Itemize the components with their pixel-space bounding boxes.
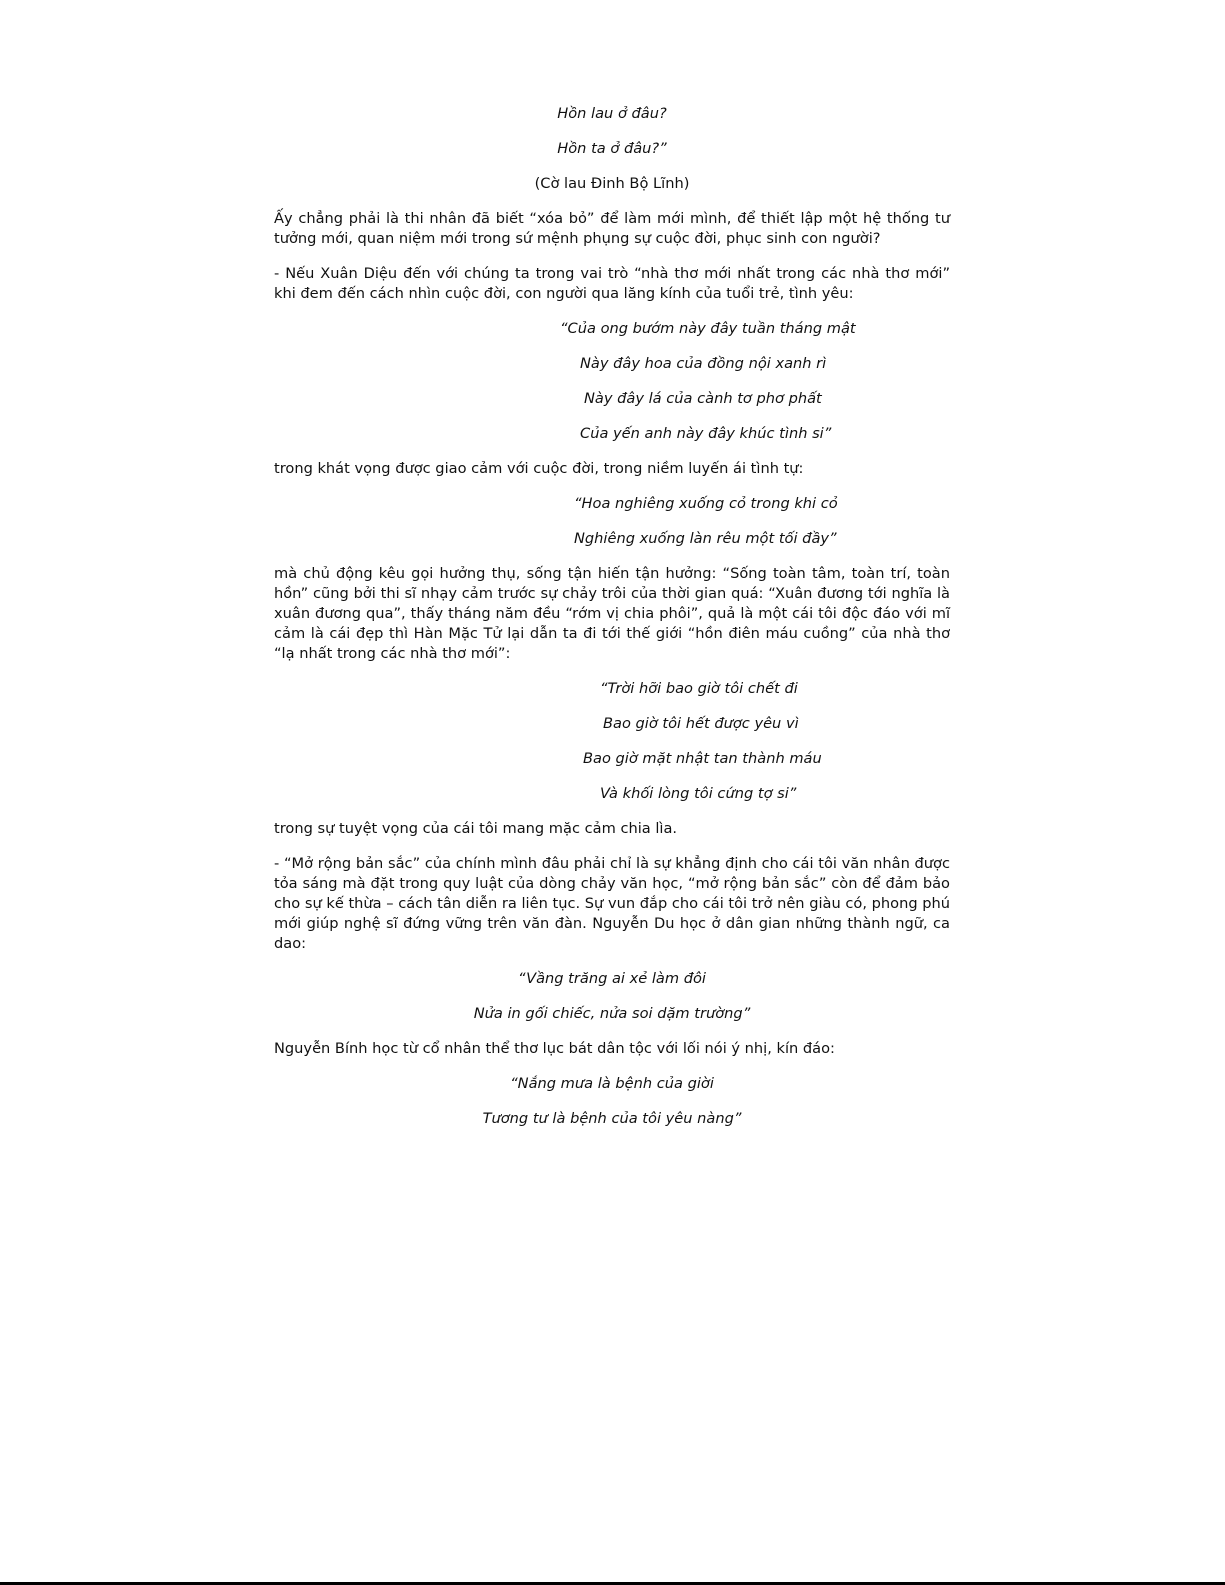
document-body — [274, 104, 950, 1144]
verse-line: Nghiêng xuống làn rêu một tối đầy” — [574, 530, 837, 547]
verse-line: Hồn ta ở đâu?” — [557, 140, 667, 157]
paragraph: Ấy chẳng phải là thi nhân đã biết “xóa bỏ” để làm mới mình, để thiết lập một hệ thống tư tưởng mới, quan niệm mới trong sứ mệnh phụng sự cuộc đời, phục sinh con người? — [274, 210, 950, 247]
citation: (Cờ lau Đinh Bộ Lĩnh) — [534, 175, 690, 192]
verse-line: Và khối lòng tôi cứng tợ si” — [600, 785, 797, 802]
verse-line: “Của ong bướm này đây tuần tháng mật — [560, 320, 856, 337]
paragraph: trong sự tuyệt vọng của cái tôi mang mặc cảm chia lìa. — [274, 820, 678, 837]
paragraph: - Nếu Xuân Diệu đến với chúng ta trong vai trò “nhà thơ mới nhất trong các nhà thơ mới” khi đem đến cách nhìn cuộc đời, con người qua lăng kính của tuổi trẻ, tình yêu: — [274, 265, 950, 302]
verse-line: “Hoa nghiêng xuống cỏ trong khi cỏ — [574, 495, 838, 512]
paragraph: trong khát vọng được giao cảm với cuộc đời, trong niềm luyến ái tình tự: — [274, 460, 804, 477]
paragraph: mà chủ động kêu gọi hưởng thụ, sống tận hiến tận hưởng: “Sống toàn tâm, toàn trí, toàn hồn” cũng bởi thi sĩ nhạy cảm trước sự chảy trôi của thời gian quá: “Xuân đương tới nghĩa là xuân đương qua”, thấy tháng năm đều “rớm vị chia phôi”, quả là một cái tôi độc đáo với mĩ cảm là cái đẹp thì Hàn Mặc Tử lại dẫn ta đi tới thế giới “hồn điên máu cuồng” của nhà thơ “lạ nhất trong các nhà thơ mới”: — [274, 565, 950, 662]
verse-line: “Vầng trăng ai xẻ làm đôi — [518, 970, 706, 987]
verse-line: Nửa in gối chiếc, nửa soi dặm trường” — [473, 1005, 751, 1022]
verse-line: “Trời hỡi bao giờ tôi chết đi — [600, 680, 798, 697]
verse-line: Này đây lá của cành tơ phơ phất — [584, 390, 822, 407]
verse-line: Tương tư là bệnh của tôi yêu nàng” — [482, 1110, 742, 1127]
verse-line: Của yến anh này đây khúc tình si” — [580, 425, 832, 442]
verse-line: Bao giờ tôi hết được yêu vì — [603, 715, 799, 732]
verse-line: Này đây hoa của đồng nội xanh rì — [580, 355, 827, 372]
verse-line: Bao giờ mặt nhật tan thành máu — [583, 750, 822, 767]
verse-line: “Nắng mưa là bệnh của giời — [510, 1075, 714, 1092]
paragraph: Nguyễn Bính học từ cổ nhân thể thơ lục bát dân tộc với lối nói ý nhị, kín đáo: — [274, 1040, 835, 1057]
verse-line: Hồn lau ở đâu? — [557, 105, 667, 122]
paragraph: - “Mở rộng bản sắc” của chính mình đâu phải chỉ là sự khẳng định cho cái tôi văn nhân được tỏa sáng mà đặt trong quy luật của dòng chảy văn học, “mở rộng bản sắc” còn để đảm bảo cho sự kế thừa – cách tân diễn ra liên tục. Sự vun đắp cho cái tôi trở nên giàu có, phong phú mới giúp nghệ sĩ đứng vững trên văn đàn. Nguyễn Du học ở dân gian những thành ngữ, ca dao: — [274, 855, 950, 952]
